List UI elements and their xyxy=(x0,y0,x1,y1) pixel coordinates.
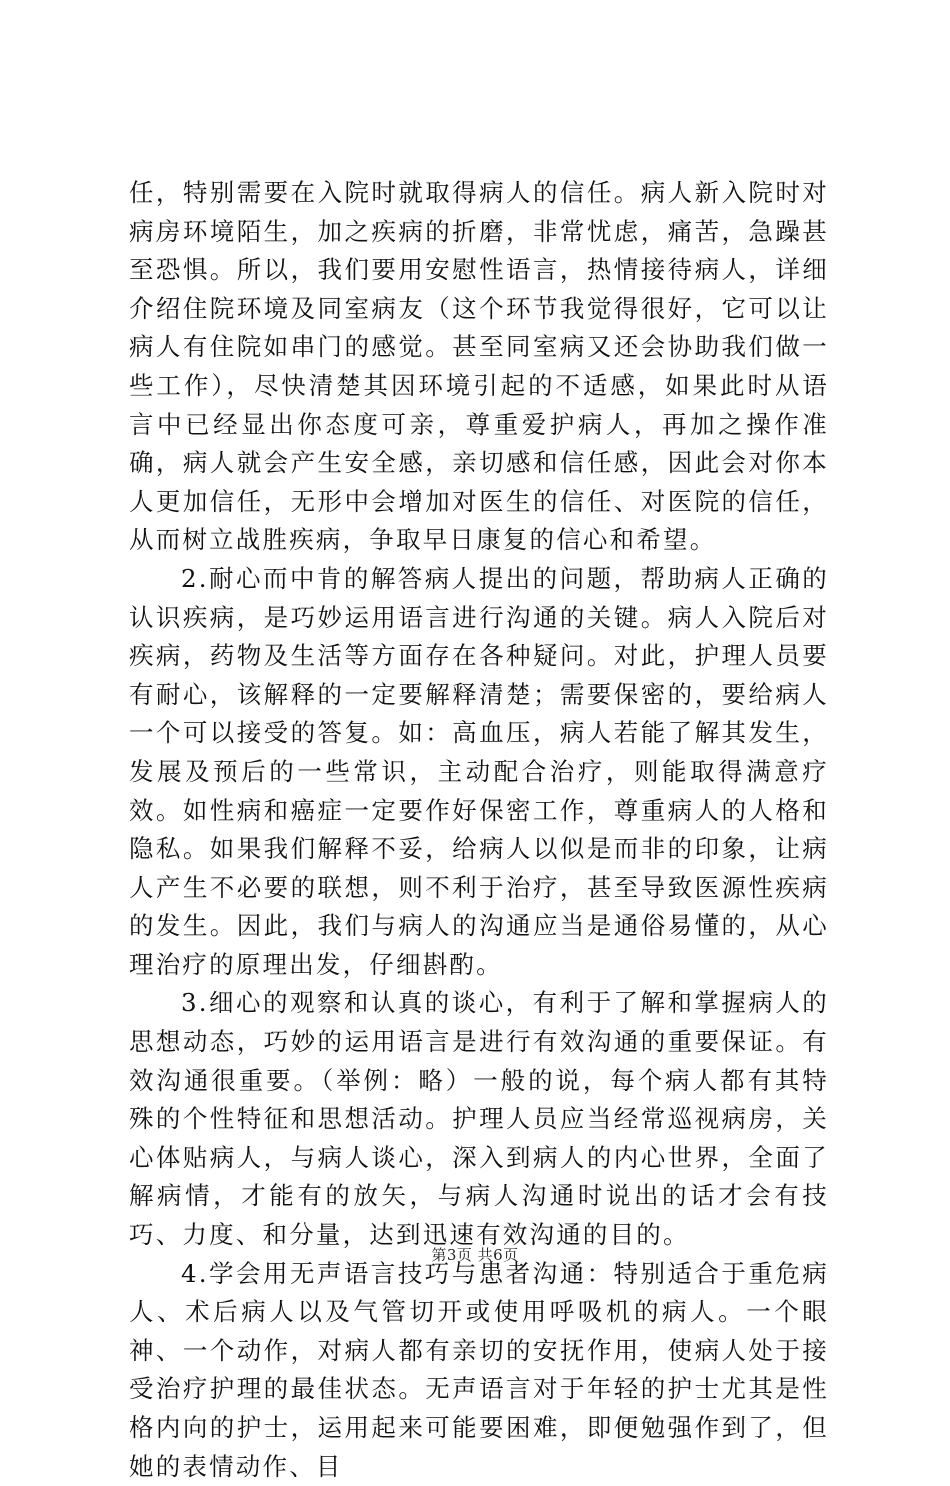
body-text xyxy=(129,174,829,1486)
paragraph-3: 3.细心的观察和认真的谈心，有利于了解和掌握病人的思想动态，巧妙的运用语言是进行有效沟通的重要保证。有效沟通很重要。（举例：略）一般的说，每个病人都有其特殊的个性特征和思想活动。护理人员应当经常巡视病房，关心体贴病人，与病人谈心，深入到病人的内心世界，全面了解病情，才能有的放矢，与病人沟通时说出的话才会有技巧、力度、和分量，达到迅速有效沟通的目的。 xyxy=(129,988,829,1250)
paragraph-2: 2.耐心而中肯的解答病人提出的问题，帮助病人正确的认识疾病，是巧妙运用语言进行沟通的关键。病人入院后对疾病，药物及生活等方面存在各种疑问。对此，护理人员要有耐心，该解释的一定要解释清楚；需要保密的，要给病人一个可以接受的答复。如：高血压，病人若能了解其发生，发展及预后的一些常识，主动配合治疗，则能取得满意疗效。如性病和癌症一定要作好保密工作，尊重病人的人格和隐私。如果我们解释不妥，给病人以似是而非的印象，让病人产生不必要的联想，则不利于治疗，甚至导致医源性疾病的发生。因此，我们与病人的沟通应当是通俗易懂的，从心理治疗的原理出发，仔细斟酌。 xyxy=(129,563,829,979)
page-number-footer: 第3页 共6页 xyxy=(431,1246,519,1264)
paragraph-1: 任，特别需要在入院时就取得病人的信任。病人新入院时对病房环境陌生，加之疾病的折磨，非常忧虑，痛苦，急躁甚至恐惧。所以，我们要用安慰性语言，热情接待病人，详细介绍住院环境及同室病友（这个环节我觉得很好，它可以让病人有住院如串门的感觉。甚至同室病又还会协助我们做一些工作），尽快清楚其因环境引起的不适感，如果此时从语言中已经显出你态度可亲，尊重爱护病人，再加之操作准确，病人就会产生安全感，亲切感和信任感，因此会对你本人更加信任，无形中会增加对医生的信任、对医院的信任，从而树立战胜疾病，争取早日康复的信心和希望。 xyxy=(129,178,829,555)
paragraph-4: 4.学会用无声语言技巧与患者沟通：特别适合于重危病人、术后病人以及气管切开或使用呼吸机的病人。一个眼神、一个动作，对病人都有亲切的安抚作用，使病人处于接受治疗护理的最佳状态。无声语言对于年轻的护士尤其是性格内向的护士，运用起来可能要困难，即便勉强作到了，但她的表情动作、目 xyxy=(129,1258,829,1481)
